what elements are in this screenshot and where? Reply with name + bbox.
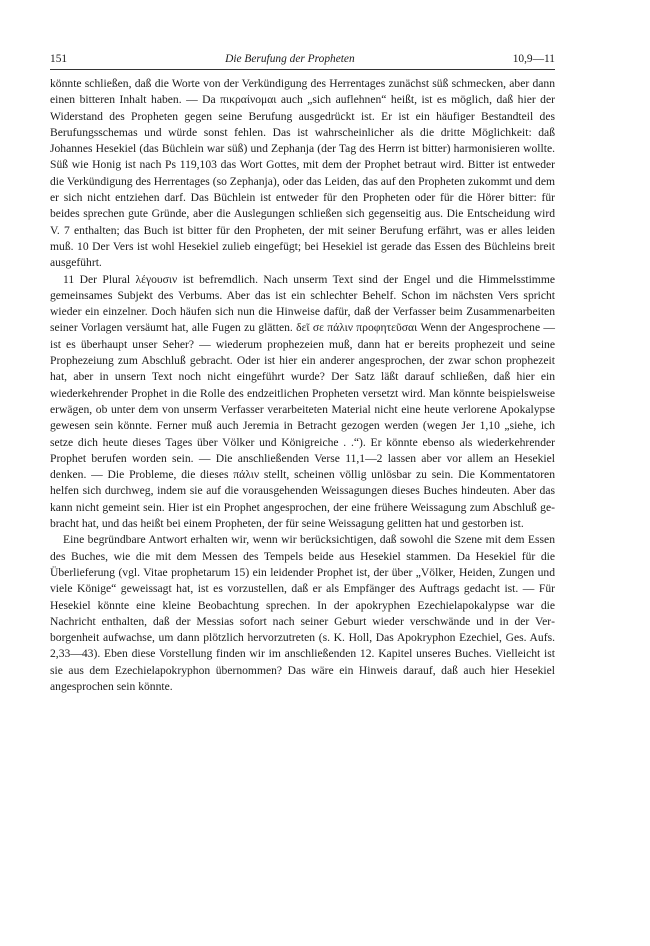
book-page xyxy=(50,52,555,695)
page-number: 151 xyxy=(50,53,68,65)
paragraph-2: 11 Der Plural λέγουσιν ist befremdlich. Nach unserm Text sind der Engel und die Himmelsstimme gemeinsames Subjekt des Verbums. Aber das ist ein schlechter Behelf. Schon im nächsten Vers spricht wieder ein einzelner. Doch häufen sich nun die Hinweise dafür, daß der Verfasser beim Zusammenarbeiten seiner Vorlagen versäumt hat, alle Fugen zu glätten. δεῖ σε πάλιν προφητεῦσαι Wenn der Angesprochene — ist es überhaupt unser Seher? — wiederum prophezeien muß, dann hat er bereits prophezeit und seine Prophezeiung zum Abschluß gebracht. Oder ist hier ein anderer angesprochen, der zwar schon prophezeit hat, aber in unsern Text noch nicht eingeführt wurde? Der Satz läßt darauf schließen, daß hier ein wiederkehrender Prophet in die Rolle des endzeitlichen Propheten versetzt wird. Man könnte beispielsweise erwägen, ob unter dem von unserm Verfasser verarbeiteten Material nicht eine heute verlorene Apokalypse gewesen sein könnte. Ferner muß auch Jeremia in Betracht gezogen werden (wegen Jer 1,10 „siehe, ich setze dich heute dieses Tages über Völker und Königreiche . .“). Er könnte ebenso als wiederkehrender Prophet berufen worden sein. — Die anschließenden Verse 11,1—2 lassen aber vor allem an Hesekiel denken. — Die Probleme, die dieses πάλιν stellt, scheinen völlig unlösbar zu sein. Die Kommentatoren helfen sich durchweg, indem sie auf die vorausgehenden Weissagungen dieses Buches hindeuten. Aber das kann nicht gemeint sein. Hier ist ein Prophet angesprochen, der eine frühere Weissagung zum Abschluß gebracht hat, und das heißt bei einem Propheten, der für seine Weissagung gelitten hat und gestorben ist. xyxy=(50,272,555,531)
verse-reference: 10,9—11 xyxy=(512,53,555,65)
paragraph-1: könnte schließen, daß die Worte von der Verkündigung des Herrentages zunächst süß schmecken, aber dann einen bitteren Inhalt haben. — Da πικραίνομαι auch „sich auflehnen“ heißt, ist es möglich, daß hier der Widerstand des Propheten gegen seine Berufung ausgedrückt ist. Er ist ein häufiger Bestandteil des Berufungsschemas und würde sonst fehlen. Das ist wahrscheinlicher als die dritte Möglichkeit: daß Johannes Hesekiel (das Büchlein war süß) und Zephanja (der Tag des Herrn ist bitter) harmonisieren wollte. Süß wie Honig ist nach Ps 119,103 das Wort Gottes, mit dem der Prophet betraut wird. Bitter ist entweder die Verkündigung des Herrentages (so Zephanja), oder das Leiden, das auf den Propheten zukommt und dem er sich nicht entziehen darf. Das Büchlein ist entweder für den Propheten oder für die Hörer bitter: für beides sprechen gute Gründe, aber die Auslegungen schließen sich gegenseitig aus. Die Entscheidung wird V. 7 enthalten; das Buch ist bitter für den Propheten, der mit seiner Berufung erfährt, was er alles leiden muß. 10 Der Vers ist wohl Hesekiel zulieb eingefügt; bei Hesekiel ist gerade das Essen des Büchleins breit ausgeführt. xyxy=(50,77,555,270)
running-title: Die Berufung der Propheten xyxy=(225,53,355,65)
paragraph-3: Eine begründbare Antwort erhalten wir, wenn wir berücksichtigen, daß sowohl die Szene mit dem Essen des Buches, wie die mit dem Messen des Tempels beide aus Hesekiel stammen. Da Hesekiel für die Überlieferung (vgl. Vitae prophetarum 15) ein leidender Prophet ist, der über „Völker, Heiden, Zungen und viele Könige“ geweissagt hat, ist es vorzustellen, daß er als Empfänger des Auftrags gedacht ist. — Für Hesekiel könnte eine kleine Beobachtung sprechen. In der apokryphen Ezechielapokalypse war die Nachricht enthalten, daß der Messias sofort nach seiner Geburt wieder verschwände und in der Verborgenheit aufwachse, um dann plötzlich hervorzutreten (s. K. Holl, Das Apokryphon Ezechiel, Ges. Aufs. 2,33—43). Eben diese Vorstellung finden wir im anschließenden 12. Kapitel unseres Buches. Vielleicht ist sie aus dem Ezechielapokryphon übernommen? Das wäre ein Hinweis darauf, daß auch hier Hesekiel angesprochen sein könnte. xyxy=(50,533,555,693)
body-text xyxy=(50,76,555,695)
running-head xyxy=(50,52,555,70)
